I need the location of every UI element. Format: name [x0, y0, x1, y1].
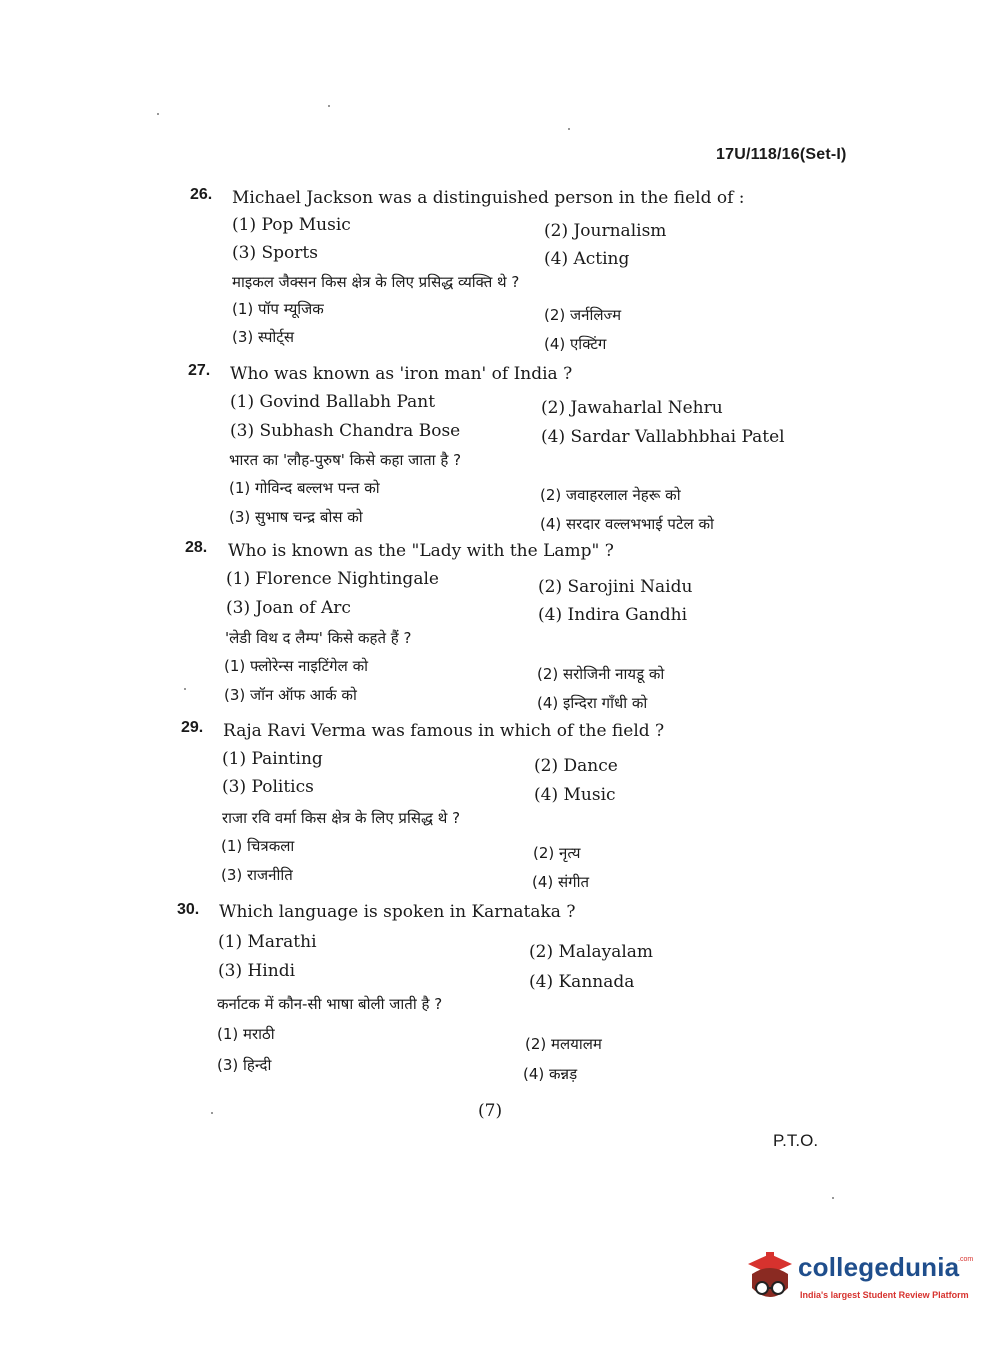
option-hi-3: (3) सुभाष चन्द्र बोस को — [229, 508, 363, 526]
option-hi-2: (2) जवाहरलाल नेहरू को — [540, 486, 681, 504]
option-hi-4: (4) संगीत — [532, 873, 590, 891]
option-hi-3: (3) राजनीति — [221, 866, 293, 884]
question-number: 30. — [177, 901, 200, 918]
option-en-1: (1) Painting — [222, 749, 323, 769]
option-en-4: (4) Acting — [544, 249, 630, 269]
scan-speck — [568, 128, 570, 130]
question-text-en: Who is known as the "Lady with the Lamp" ? — [228, 541, 614, 561]
question-text-en: Who was known as 'iron man' of India ? — [230, 364, 573, 384]
option-en-1: (1) Florence Nightingale — [226, 569, 439, 589]
paper-code: 17U/118/16(Set-I) — [716, 146, 847, 163]
option-en-1: (1) Govind Ballabh Pant — [230, 392, 436, 412]
mascot-icon — [742, 1248, 798, 1312]
question-text-hi: माइकल जैक्सन किस क्षेत्र के लिए प्रसिद्ध व्यक्ति थे ? — [232, 273, 520, 291]
question-text-hi: 'लेडी विथ द लैम्प' किसे कहते हैं ? — [225, 629, 412, 647]
option-en-2: (2) Sarojini Naidu — [538, 577, 693, 597]
option-hi-3: (3) जॉन ऑफ आर्क को — [224, 686, 357, 704]
option-hi-1: (1) मराठी — [217, 1025, 275, 1043]
option-en-3: (3) Hindi — [218, 961, 296, 981]
option-en-4: (4) Sardar Vallabhbhai Patel — [541, 427, 785, 447]
option-en-3: (3) Subhash Chandra Bose — [230, 421, 461, 441]
option-en-2: (2) Jawaharlal Nehru — [541, 398, 723, 418]
scan-speck — [157, 113, 159, 115]
scan-speck — [184, 688, 186, 690]
question-text-en: Which language is spoken in Karnataka ? — [219, 902, 576, 922]
option-hi-2: (2) मलयालम — [525, 1035, 602, 1053]
scan-speck — [328, 105, 330, 107]
brand-dotcom: .com — [958, 1256, 974, 1263]
scan-speck — [832, 1197, 834, 1199]
option-en-2: (2) Journalism — [544, 221, 667, 241]
question-text-hi: भारत का 'लौह-पुरुष' किसे कहा जाता है ? — [229, 451, 462, 469]
option-hi-2: (2) सरोजिनी नायडू को — [537, 665, 665, 683]
scan-speck — [211, 1112, 213, 1114]
option-en-2: (2) Dance — [534, 756, 618, 776]
option-en-4: (4) Indira Gandhi — [538, 605, 688, 625]
option-hi-3: (3) स्पोर्ट्स — [232, 328, 294, 346]
option-en-3: (3) Sports — [232, 243, 318, 263]
question-text-hi: कर्नाटक में कौन-सी भाषा बोली जाती है ? — [217, 995, 443, 1013]
option-en-1: (1) Marathi — [218, 932, 317, 952]
option-hi-4: (4) इन्दिरा गाँधी को — [537, 694, 648, 712]
option-en-3: (3) Politics — [222, 777, 314, 797]
option-en-4: (4) Kannada — [529, 972, 635, 992]
question-number: 26. — [190, 186, 213, 203]
option-hi-4: (4) एक्टिंग — [544, 335, 607, 353]
brand-tagline: India's largest Student Review Platform — [800, 1290, 969, 1300]
option-hi-2: (2) जर्नलिज्म — [544, 306, 622, 324]
question-number: 27. — [188, 362, 211, 379]
option-en-2: (2) Malayalam — [529, 942, 654, 962]
option-hi-1: (1) गोविन्द बल्लभ पन्त को — [229, 479, 380, 497]
question-text-en: Michael Jackson was a distinguished person in the field of : — [232, 188, 745, 208]
option-hi-1: (1) फ्लोरेन्स नाइटिंगेल को — [224, 657, 368, 675]
option-hi-1: (1) पॉप म्यूजिक — [232, 300, 324, 318]
option-hi-3: (3) हिन्दी — [217, 1056, 272, 1074]
question-text-en: Raja Ravi Verma was famous in which of the field ? — [223, 721, 665, 741]
option-hi-2: (2) नृत्य — [533, 844, 581, 862]
option-en-4: (4) Music — [534, 785, 616, 805]
option-en-3: (3) Joan of Arc — [226, 598, 351, 618]
collegedunia-logo — [742, 1248, 972, 1312]
question-number: 29. — [181, 719, 204, 736]
option-hi-1: (1) चित्रकला — [221, 837, 295, 855]
option-en-1: (1) Pop Music — [232, 215, 351, 235]
brand-name: collegedunia — [798, 1252, 960, 1282]
question-number: 28. — [185, 539, 208, 556]
option-hi-4: (4) सरदार वल्लभभाई पटेल को — [540, 515, 714, 533]
page-number: (7) — [478, 1101, 503, 1121]
pto-label: P.T.O. — [773, 1131, 819, 1150]
question-text-hi: राजा रवि वर्मा किस क्षेत्र के लिए प्रसिद्ध थे ? — [222, 809, 461, 827]
option-hi-4: (4) कन्नड़ — [523, 1065, 578, 1083]
